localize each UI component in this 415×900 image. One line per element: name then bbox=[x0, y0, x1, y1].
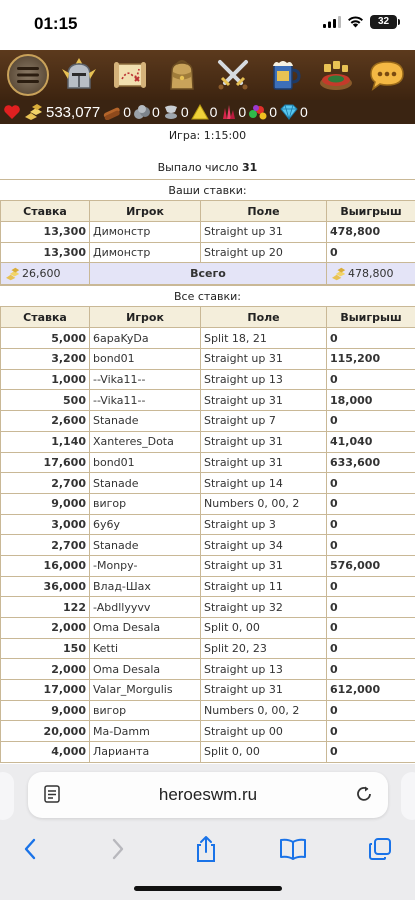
inventory-button[interactable] bbox=[161, 54, 203, 96]
bet-win: 633,600 bbox=[327, 452, 415, 473]
bet-stake: 500 bbox=[1, 390, 90, 411]
bet-stake: 5,000 bbox=[1, 328, 90, 349]
total-win-cell bbox=[327, 263, 415, 285]
bet-player: Stanade bbox=[90, 411, 201, 432]
mercury-icon bbox=[162, 104, 180, 120]
gems-amount: 0 bbox=[269, 104, 278, 120]
wood-resource bbox=[102, 104, 131, 120]
bet-field: Numbers 0, 00, 2 bbox=[201, 493, 327, 514]
table-row bbox=[1, 721, 415, 742]
bet-field: Straight up 7 bbox=[201, 411, 327, 432]
bet-player: Oma Desala bbox=[90, 659, 201, 680]
bet-win: 0 bbox=[327, 618, 415, 639]
bet-player: Ларианта bbox=[90, 742, 201, 763]
roulette-button[interactable] bbox=[315, 54, 357, 96]
total-row bbox=[1, 263, 415, 285]
your-bets-heading: Ваши ставки: bbox=[0, 179, 415, 200]
menu-icon bbox=[17, 66, 39, 84]
status-bar bbox=[0, 0, 415, 50]
back-button[interactable] bbox=[10, 829, 50, 869]
bet-player: Димонстр bbox=[90, 242, 201, 263]
crystal-icon bbox=[219, 104, 237, 120]
table-row bbox=[1, 493, 415, 514]
your-bets-table bbox=[0, 200, 415, 285]
table-row bbox=[1, 576, 415, 597]
backpack-icon bbox=[162, 55, 202, 95]
table-row bbox=[1, 452, 415, 473]
bet-player: вигор bbox=[90, 700, 201, 721]
bet-stake: 17,000 bbox=[1, 680, 90, 701]
bet-field: Straight up 20 bbox=[201, 242, 327, 263]
mercury-resource bbox=[162, 104, 189, 120]
sulfur-icon bbox=[191, 104, 209, 120]
chevron-right-icon bbox=[111, 838, 125, 860]
ore-amount: 0 bbox=[152, 104, 160, 120]
battles-button[interactable] bbox=[212, 54, 254, 96]
sulfur-amount: 0 bbox=[209, 104, 218, 120]
map-scroll-icon bbox=[110, 55, 150, 95]
bet-stake: 4,000 bbox=[1, 742, 90, 763]
menu-button[interactable] bbox=[7, 54, 49, 96]
table-row bbox=[1, 369, 415, 390]
address-bar[interactable] bbox=[28, 772, 388, 818]
bet-field: Split 18, 21 bbox=[201, 328, 327, 349]
bet-stake: 3,000 bbox=[1, 514, 90, 535]
column-header-win: Выигрыш bbox=[327, 201, 415, 222]
bet-player: 6apaKyDa bbox=[90, 328, 201, 349]
wood-icon bbox=[102, 104, 122, 120]
gold-icon bbox=[330, 267, 348, 281]
bet-stake: 2,000 bbox=[1, 659, 90, 680]
table-row bbox=[1, 659, 415, 680]
bet-player: Valar_Morgulis bbox=[90, 680, 201, 701]
all-bets-heading: Все ставки: bbox=[0, 285, 415, 306]
bet-stake: 13,300 bbox=[1, 222, 90, 243]
chat-bubble-icon bbox=[367, 55, 407, 95]
bet-field: Numbers 0, 00, 2 bbox=[201, 700, 327, 721]
column-header-field: Поле bbox=[201, 307, 327, 328]
bet-field: Split 20, 23 bbox=[201, 638, 327, 659]
bet-player: bond01 bbox=[90, 349, 201, 370]
gems-resource bbox=[248, 104, 277, 120]
knight-helmet-icon bbox=[59, 55, 99, 95]
bet-stake: 36,000 bbox=[1, 576, 90, 597]
crystals-resource bbox=[219, 104, 246, 120]
home-indicator bbox=[134, 886, 282, 891]
bet-win: 0 bbox=[327, 742, 415, 763]
share-icon bbox=[195, 835, 217, 863]
bet-win: 41,040 bbox=[327, 431, 415, 452]
bet-win: 612,000 bbox=[327, 680, 415, 701]
tabs-icon bbox=[368, 837, 392, 861]
table-row bbox=[1, 411, 415, 432]
bet-stake: 150 bbox=[1, 638, 90, 659]
beer-mug-icon bbox=[265, 55, 305, 95]
all-bets-body bbox=[1, 328, 415, 762]
table-row bbox=[1, 638, 415, 659]
bet-win: 0 bbox=[327, 514, 415, 535]
battery-indicator: 32 bbox=[370, 15, 397, 29]
column-header-stake: Ставка bbox=[1, 307, 90, 328]
bet-field: Straight up 11 bbox=[201, 576, 327, 597]
table-row bbox=[1, 242, 415, 263]
forward-button[interactable] bbox=[98, 829, 138, 869]
gold-icon bbox=[23, 103, 45, 121]
bet-win: 0 bbox=[327, 328, 415, 349]
share-button[interactable] bbox=[186, 829, 226, 869]
bet-stake: 2,600 bbox=[1, 411, 90, 432]
crystals-amount: 0 bbox=[238, 104, 247, 120]
bet-stake: 1,140 bbox=[1, 431, 90, 452]
bet-player: 6y6y bbox=[90, 514, 201, 535]
roulette-icon bbox=[316, 55, 356, 95]
bet-field: Straight up 00 bbox=[201, 721, 327, 742]
table-row bbox=[1, 535, 415, 556]
game-nav-bar bbox=[0, 50, 415, 100]
status-icons bbox=[323, 15, 397, 29]
column-header-stake: Ставка bbox=[1, 201, 90, 222]
winning-number-value: 31 bbox=[242, 161, 258, 174]
column-header-win: Выигрыш bbox=[327, 307, 415, 328]
table-row bbox=[1, 473, 415, 494]
bet-field: Straight up 13 bbox=[201, 659, 327, 680]
bet-stake: 9,000 bbox=[1, 700, 90, 721]
roulette-results bbox=[0, 124, 415, 764]
bet-win: 0 bbox=[327, 638, 415, 659]
browser-toolbar bbox=[0, 764, 415, 900]
sulfur-resource bbox=[191, 104, 218, 120]
column-header-player: Игрок bbox=[90, 307, 201, 328]
game-time bbox=[0, 125, 415, 147]
bet-win: 0 bbox=[327, 535, 415, 556]
winning-number-label: Выпало число bbox=[157, 161, 239, 174]
bet-field: Split 0, 00 bbox=[201, 618, 327, 639]
total-label: Всего bbox=[90, 263, 327, 285]
bet-field: Straight up 31 bbox=[201, 390, 327, 411]
character-button[interactable] bbox=[58, 54, 100, 96]
bookmarks-button[interactable] bbox=[273, 829, 313, 869]
table-header-row bbox=[1, 307, 415, 328]
tavern-button[interactable] bbox=[264, 54, 306, 96]
column-header-player: Игрок bbox=[90, 201, 201, 222]
diamonds-resource bbox=[279, 104, 308, 120]
bet-field: Straight up 13 bbox=[201, 369, 327, 390]
bet-win: 0 bbox=[327, 493, 415, 514]
health-resource bbox=[3, 104, 21, 120]
table-header-row bbox=[1, 201, 415, 222]
tabs-button[interactable] bbox=[360, 829, 400, 869]
bet-player: --Vika11-- bbox=[90, 390, 201, 411]
bet-player: Xanteres_Dota bbox=[90, 431, 201, 452]
bet-win: 0 bbox=[327, 473, 415, 494]
bet-stake: 9,000 bbox=[1, 493, 90, 514]
table-row bbox=[1, 349, 415, 370]
previous-tab-edge[interactable] bbox=[0, 772, 14, 820]
bet-stake: 17,600 bbox=[1, 452, 90, 473]
bet-player: -Monpy- bbox=[90, 555, 201, 576]
bet-stake: 2,000 bbox=[1, 618, 90, 639]
url-text: heroeswm.ru bbox=[158, 785, 258, 804]
chevron-left-icon bbox=[23, 838, 37, 860]
table-row bbox=[1, 328, 415, 349]
total-stake-cell bbox=[1, 263, 90, 285]
game-time-value: 1:15:00 bbox=[203, 129, 247, 142]
bet-field: Straight up 32 bbox=[201, 597, 327, 618]
bet-field: Straight up 31 bbox=[201, 452, 327, 473]
total-stake: 26,600 bbox=[22, 266, 61, 280]
table-row bbox=[1, 555, 415, 576]
map-button[interactable] bbox=[109, 54, 151, 96]
table-row bbox=[1, 680, 415, 701]
bet-field: Straight up 31 bbox=[201, 222, 327, 243]
table-row bbox=[1, 597, 415, 618]
bet-stake: 20,000 bbox=[1, 721, 90, 742]
total-win: 478,800 bbox=[348, 266, 394, 280]
crossed-swords-icon bbox=[213, 55, 253, 95]
ore-icon bbox=[133, 104, 151, 120]
table-row bbox=[1, 700, 415, 721]
bet-win: 0 bbox=[327, 242, 415, 263]
bet-win: 115,200 bbox=[327, 349, 415, 370]
bet-win: 0 bbox=[327, 700, 415, 721]
ore-resource bbox=[133, 104, 160, 120]
bet-player: Влад-Шах bbox=[90, 576, 201, 597]
bet-field: Straight up 14 bbox=[201, 473, 327, 494]
bet-win: 478,800 bbox=[327, 222, 415, 243]
heart-icon bbox=[3, 104, 21, 120]
bet-field: Straight up 34 bbox=[201, 535, 327, 556]
bet-stake: 2,700 bbox=[1, 535, 90, 556]
diamonds-amount: 0 bbox=[300, 104, 308, 120]
bet-player: bond01 bbox=[90, 452, 201, 473]
bet-player: Ketti bbox=[90, 638, 201, 659]
table-row bbox=[1, 390, 415, 411]
bet-win: 0 bbox=[327, 659, 415, 680]
bet-win: 0 bbox=[327, 576, 415, 597]
resource-bar bbox=[0, 100, 415, 124]
bet-win: 0 bbox=[327, 369, 415, 390]
wood-amount: 0 bbox=[123, 104, 132, 120]
status-time: 01:15 bbox=[34, 14, 78, 33]
bet-player: вигор bbox=[90, 493, 201, 514]
game-time-label: Игра: bbox=[168, 129, 201, 142]
bet-field: Straight up 31 bbox=[201, 349, 327, 370]
bet-stake: 16,000 bbox=[1, 555, 90, 576]
chat-button[interactable] bbox=[366, 54, 408, 96]
bet-win: 0 bbox=[327, 721, 415, 742]
bet-field: Split 0, 00 bbox=[201, 742, 327, 763]
mercury-amount: 0 bbox=[180, 104, 189, 120]
bet-field: Straight up 31 bbox=[201, 555, 327, 576]
bet-player: Stanade bbox=[90, 473, 201, 494]
bet-stake: 2,700 bbox=[1, 473, 90, 494]
bet-win: 576,000 bbox=[327, 555, 415, 576]
bet-player: --Vika11-- bbox=[90, 369, 201, 390]
bet-win: 18,000 bbox=[327, 390, 415, 411]
bet-player: Oma Desala bbox=[90, 618, 201, 639]
gold-resource bbox=[23, 103, 100, 121]
table-row bbox=[1, 514, 415, 535]
bet-player: Димонстр bbox=[90, 222, 201, 243]
bet-player: Stanade bbox=[90, 535, 201, 556]
book-icon bbox=[279, 838, 307, 860]
bet-field: Straight up 31 bbox=[201, 680, 327, 701]
wifi-icon bbox=[347, 16, 364, 28]
next-tab-edge[interactable] bbox=[401, 772, 415, 820]
bet-player: -Abdllyyvv bbox=[90, 597, 201, 618]
bet-field: Straight up 3 bbox=[201, 514, 327, 535]
reload-icon[interactable] bbox=[354, 784, 374, 804]
bet-field: Straight up 31 bbox=[201, 431, 327, 452]
table-row bbox=[1, 431, 415, 452]
diamond-icon bbox=[279, 104, 299, 120]
bet-stake: 13,300 bbox=[1, 242, 90, 263]
bet-stake: 122 bbox=[1, 597, 90, 618]
gold-icon bbox=[4, 267, 22, 281]
table-row bbox=[1, 222, 415, 243]
gold-amount: 533,077 bbox=[46, 103, 101, 121]
bet-player: Ma-Damm bbox=[90, 721, 201, 742]
bet-stake: 3,200 bbox=[1, 349, 90, 370]
bet-stake: 1,000 bbox=[1, 369, 90, 390]
bet-win: 0 bbox=[327, 597, 415, 618]
winning-number bbox=[0, 157, 415, 179]
bet-win: 0 bbox=[327, 411, 415, 432]
gems-icon bbox=[248, 104, 268, 120]
signal-icon bbox=[323, 16, 341, 28]
table-row bbox=[1, 618, 415, 639]
column-header-field: Поле bbox=[201, 201, 327, 222]
table-row bbox=[1, 742, 415, 763]
all-bets-table bbox=[0, 306, 415, 762]
